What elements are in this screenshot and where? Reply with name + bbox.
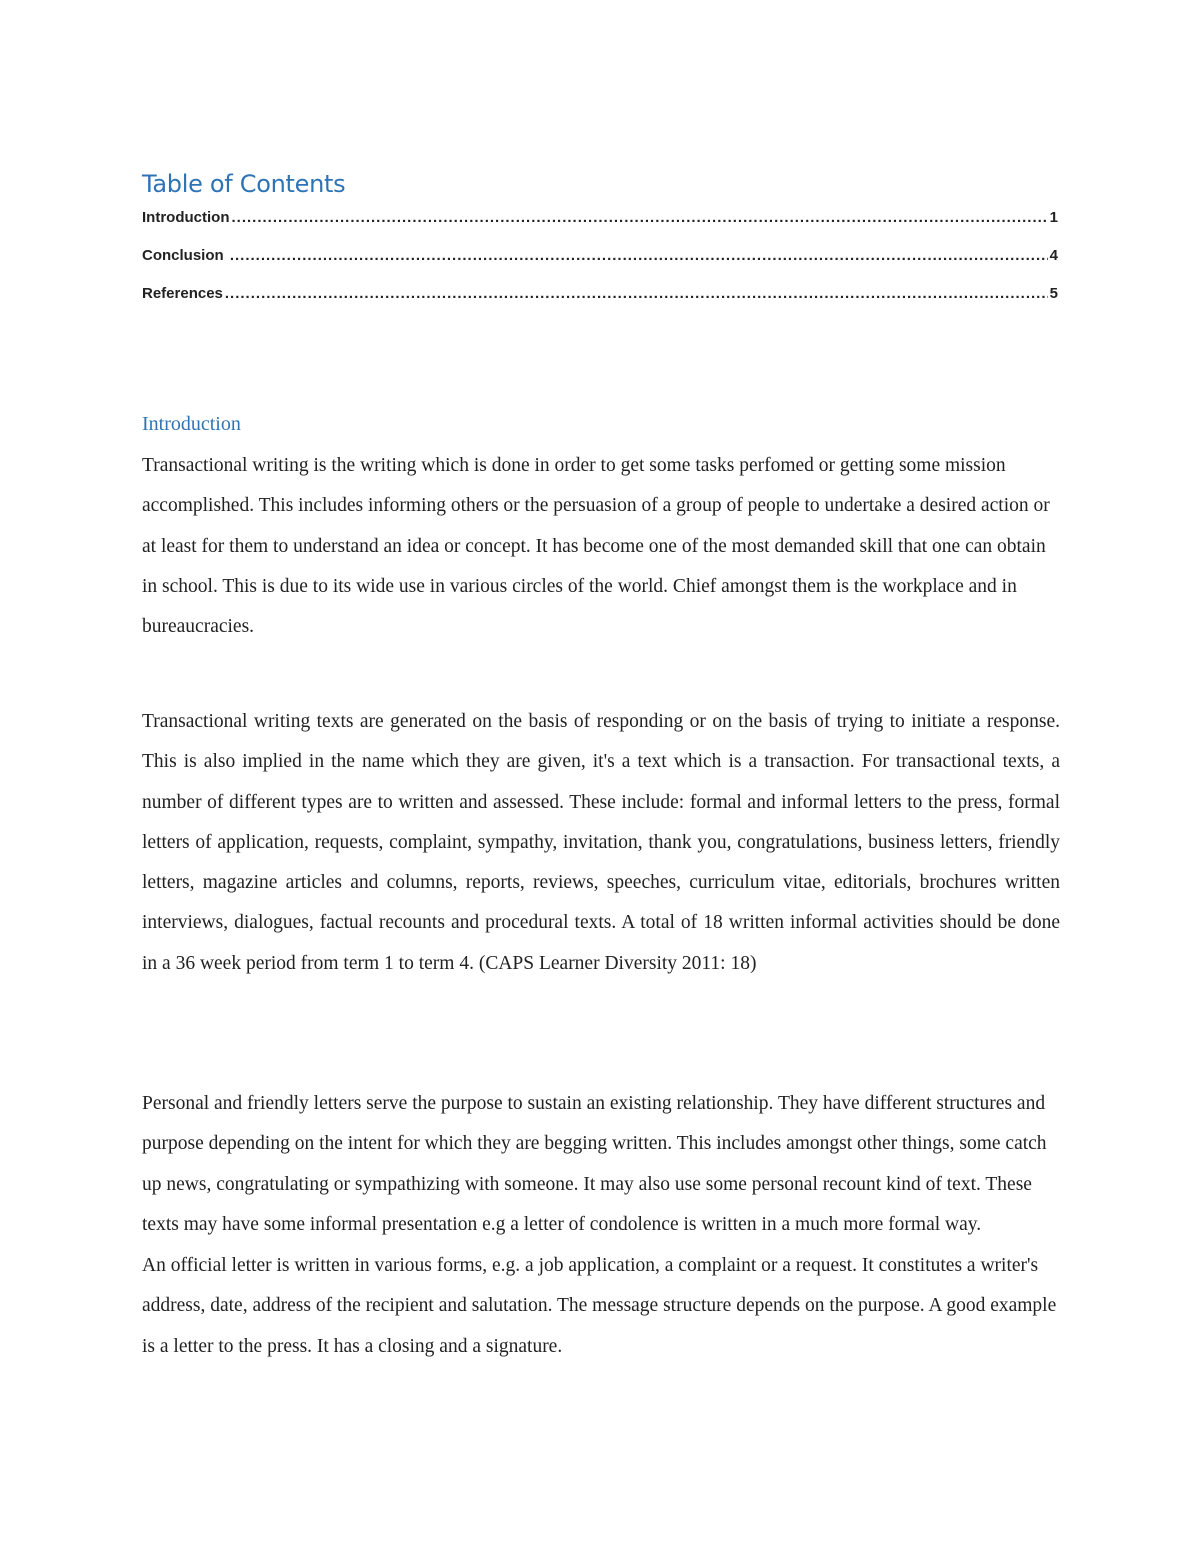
toc-entry-title: Introduction	[142, 209, 230, 226]
toc-entry-page: 4	[1049, 247, 1058, 264]
body-paragraph: An official letter is written in various forms, e.g. a job application, a complaint or a request. It constitutes a writer's address, date, address of the recipient and salutation. The message structure depends on the purpose. A good example is a letter to the press. It has a closing and a signature.	[142, 1255, 1057, 1357]
toc-entry-references[interactable]	[142, 285, 1058, 323]
toc-dot-leader	[225, 285, 1048, 302]
toc-entry-page: 1	[1049, 209, 1058, 226]
toc-entry-title: Conclusion	[142, 247, 228, 264]
toc-entry-title: References	[142, 285, 223, 302]
body-paragraph: Transactional writing is the writing which is done in order to get some tasks perfomed or getting some mission accomplished. This includes informing others or the persuasion of a group of people to undertake a desired action or at least for them to understand an idea or concept. It has become one of the most demanded skill that one can obtain in school. This is due to its wide use in various circles of the world. Chief amongst them is the workplace and in bureaucracies.	[142, 455, 1050, 638]
introduction-heading: Introduction	[142, 413, 241, 435]
toc-entry-page: 5	[1049, 285, 1058, 302]
toc-entry-introduction[interactable]	[142, 209, 1058, 247]
toc-heading: Table of Contents	[142, 170, 346, 198]
body-paragraph: Transactional writing texts are generated on the basis of responding or on the basis of trying to initiate a response. This is also implied in the name which they are given, it's a text which is a transaction. For transactional texts, a number of different types are to written and assessed. These include: formal and informal letters to the press, formal letters of application, requests, complaint, sympathy, invitation, thank you, congratulations, business letters, friendly letters, magazine articles and columns, reports, reviews, speeches, curriculum vitae, editorials, brochures written interviews, dialogues, factual recounts and procedural texts. A total of 18 written informal activities should be done in a 36 week period from term 1 to term 4. (CAPS Learner Diversity 2011: 18)	[142, 711, 1060, 974]
toc-entry-conclusion[interactable]	[142, 247, 1058, 285]
toc-dot-leader	[230, 247, 1048, 264]
body-paragraph: Personal and friendly letters serve the purpose to sustain an existing relationship. They have different structures and purpose depending on the intent for which they are begging written. This includes amongst other things, some catch up news, congratulating or sympathizing with someone. It may also use some personal recount kind of text. These texts may have some informal presentation e.g a letter of condolence is written in a much more formal way.	[142, 1093, 1047, 1235]
toc-dot-leader	[231, 209, 1047, 226]
table-of-contents	[142, 209, 1058, 323]
